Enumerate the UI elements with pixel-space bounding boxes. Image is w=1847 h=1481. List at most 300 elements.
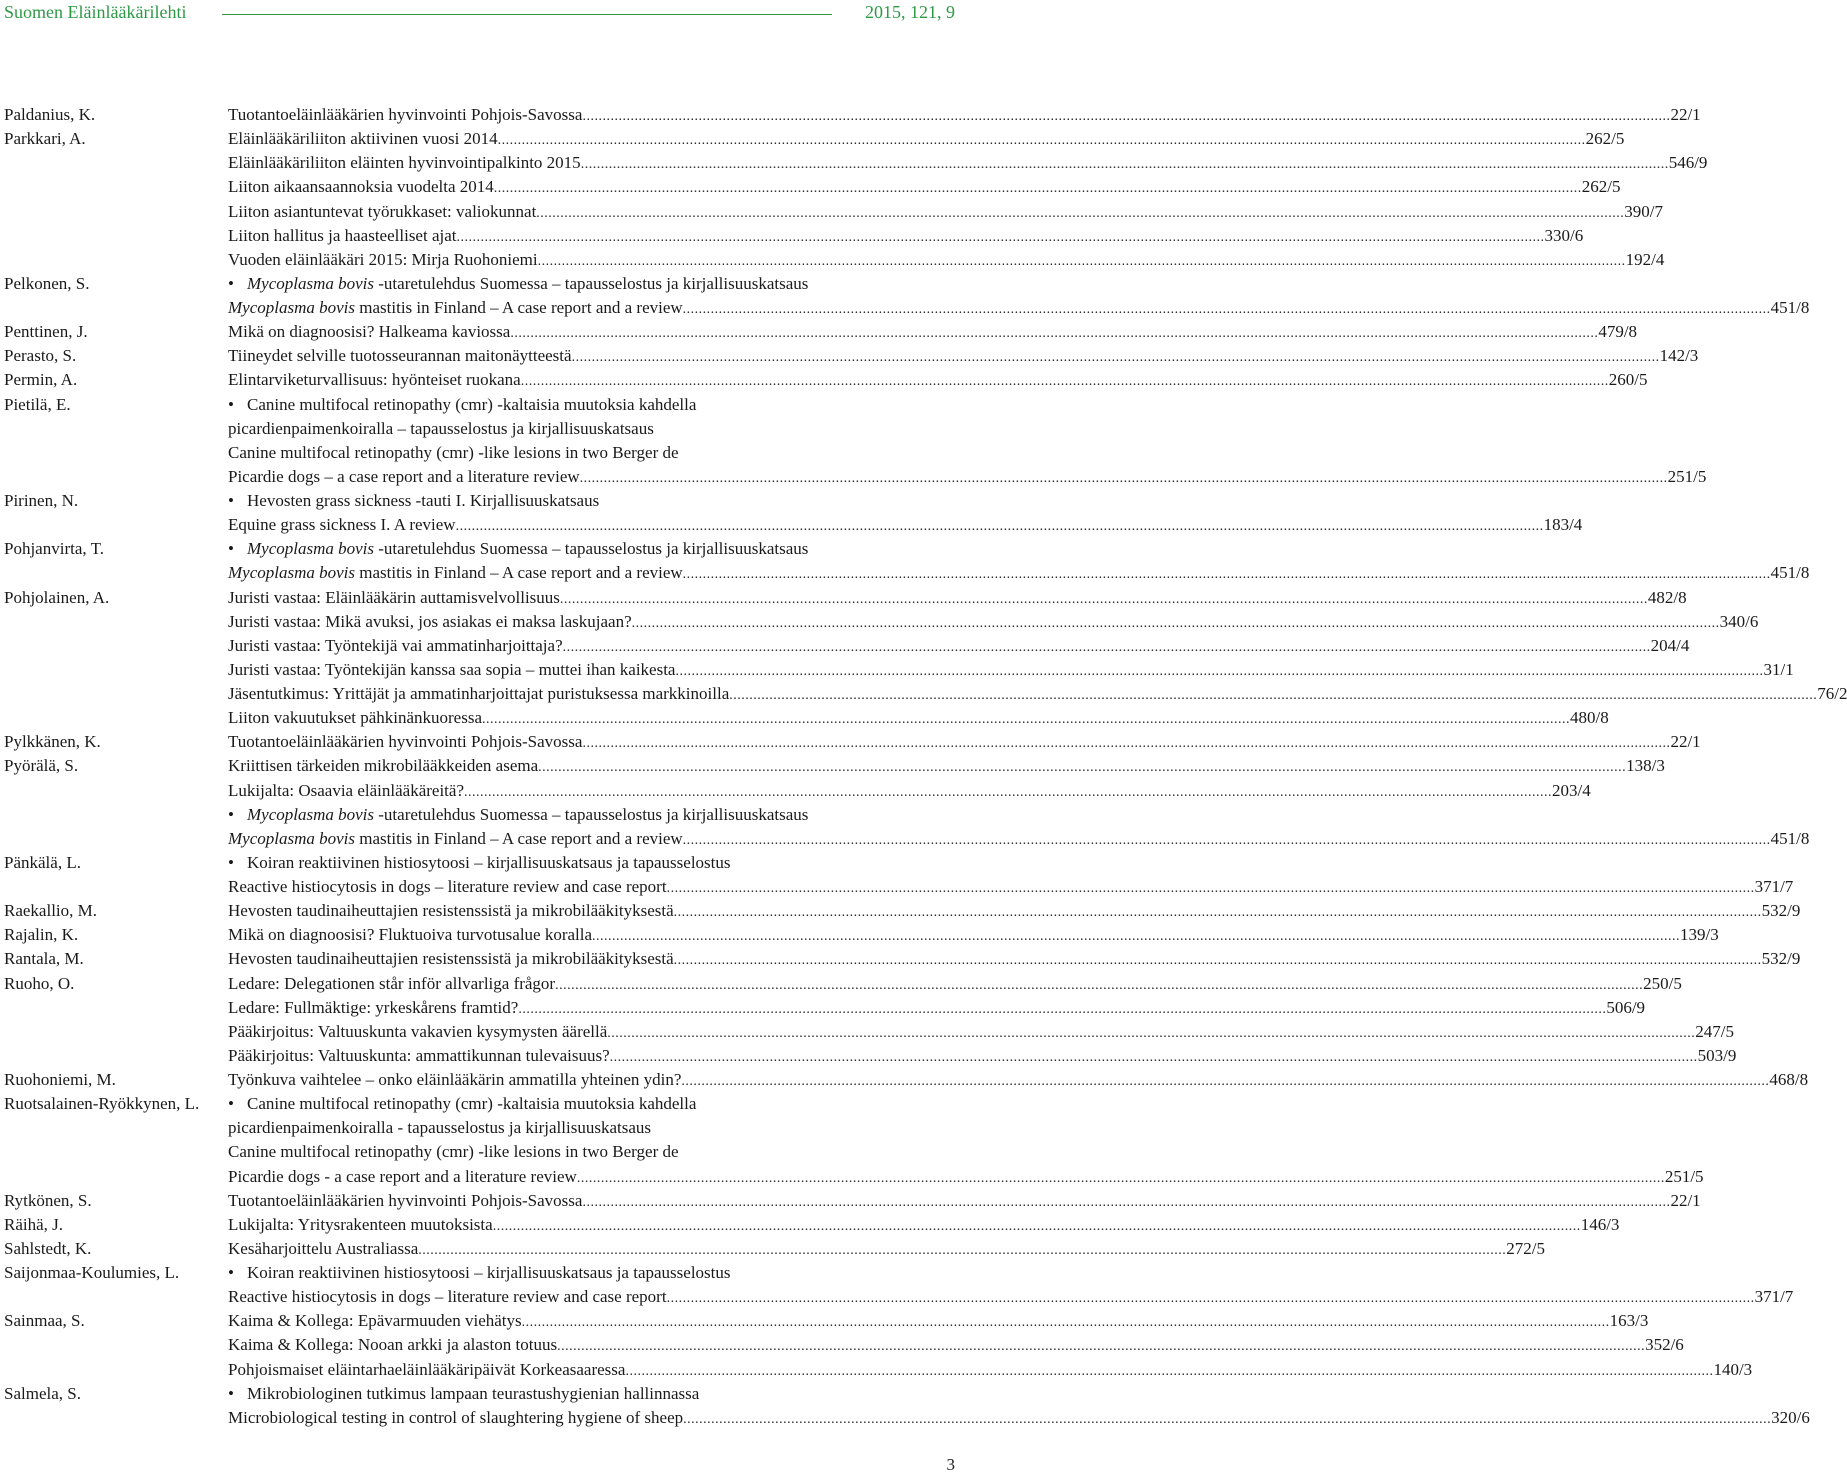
index-row — [0, 368, 1648, 392]
article-entry — [228, 272, 955, 296]
article-title-text: Pääkirjoitus: Valtuuskunta: ammattikunnan tulevaisuus? — [228, 1045, 610, 1065]
article-title-text: Hevosten taudinaiheuttajien resistenssistä ja mikrobilääkityksestä — [228, 901, 674, 921]
page-issue-reference: 451/8 — [1770, 563, 1810, 583]
index-row — [0, 441, 960, 465]
article-title-text: -utaretulehdus Suomessa – tapausselostus ja kirjallisuuskatsaus — [374, 539, 809, 559]
article-title-text: picardienpaimenkoiralla – tapausselostus ja kirjallisuuskatsaus — [228, 418, 654, 438]
index-row — [0, 610, 1759, 634]
index-row — [0, 1382, 960, 1406]
article-entry — [228, 803, 955, 827]
article-title — [228, 1044, 610, 1068]
article-entry — [228, 1140, 955, 1164]
index-row — [0, 1406, 1810, 1430]
page-issue-reference: 371/7 — [1754, 877, 1794, 896]
page-issue-reference: 163/3 — [1609, 1311, 1649, 1331]
author-name: Pyörälä, S. — [4, 756, 79, 776]
index-row — [0, 947, 1801, 971]
page-issue-reference: 371/7 — [1754, 1287, 1794, 1307]
page-issue-reference: 262/5 — [1585, 129, 1625, 149]
article-title-text: Reactive histiocytosis in dogs – literature review and case report — [228, 1287, 667, 1307]
dot-leader — [683, 1408, 1771, 1432]
article-title-text: Tiineydet selville tuotosseurannan maitonäytteestä — [228, 346, 572, 366]
page-issue-reference: 139/3 — [1680, 925, 1719, 945]
article-title-text: -utaretulehdus Suomessa – tapausselostus ja kirjallisuuskatsaus — [374, 273, 809, 293]
article-title-text: Ledare: Delegationen står inför allvarliga frågor — [228, 973, 556, 993]
article-title-text: Tuotantoeläinlääkärien hyvinvointi Pohjois-Savossa — [228, 105, 583, 124]
article-title-text: mastitis in Finland – A case report and a review — [355, 298, 683, 317]
article-entry — [228, 779, 1591, 805]
article-title-text: Kaima & Kollega: Nooan arkki ja alaston totuus — [228, 1335, 558, 1355]
article-entry — [228, 561, 1810, 587]
species-name: Mycoplasma bovis — [247, 273, 375, 293]
article-title-text: Hevosten taudinaiheuttajien resistenssistä ja mikrobilääkityksestä — [228, 949, 674, 969]
article-title-text: Liiton asiantuntevat työrukkaset: valiokunnat — [228, 201, 537, 221]
article-title — [228, 248, 538, 272]
index-row — [0, 393, 960, 417]
page-issue-reference: 546/9 — [1668, 153, 1708, 173]
author-name: Ruoho, O. — [4, 973, 75, 993]
page-issue-reference: 250/5 — [1643, 973, 1682, 993]
article-title — [228, 875, 667, 899]
bullet-icon: • — [228, 1263, 234, 1282]
index-row — [0, 296, 1810, 320]
author-name: Pohjolainen, A. — [4, 587, 110, 607]
index-row — [0, 827, 1810, 851]
bullet-icon: • — [228, 1094, 234, 1114]
article-title — [228, 1406, 683, 1430]
index-row — [0, 1213, 1620, 1237]
index-row — [0, 248, 1665, 272]
dot-leader — [674, 949, 1762, 973]
article-entry — [228, 658, 1794, 684]
article-title — [228, 1165, 577, 1189]
page-issue-reference: 22/1 — [1670, 732, 1701, 752]
article-title — [228, 127, 498, 151]
index-row — [0, 1333, 1684, 1357]
dot-leader — [582, 105, 1670, 129]
species-name: Mycoplasma bovis — [247, 539, 375, 559]
article-entry — [228, 175, 1621, 201]
article-title — [228, 851, 731, 875]
article-title-text: Mikä on diagnoosisi? Fluktuoiva turvotusalue koralla — [228, 925, 593, 945]
article-title-text: Liiton vakuutukset pähkinänkuoressa — [228, 708, 483, 728]
article-entry — [228, 1044, 1737, 1070]
page-issue-reference: 146/3 — [1580, 1214, 1620, 1234]
article-title — [228, 1068, 681, 1092]
article-title-text: Koiran reaktiivinen histiosytoosi – kirjallisuuskatsaus ja tapausselostus — [247, 1263, 731, 1282]
article-title-text: Jäsentutkimus: Yrittäjät ja ammatinharjoittajat puristuksessa markkinoilla — [228, 684, 730, 703]
page-issue-reference: 506/9 — [1606, 997, 1646, 1017]
page-issue-reference: 31/1 — [1763, 659, 1794, 679]
bullet-icon: • — [228, 804, 234, 824]
index-row — [0, 1165, 1704, 1189]
article-title-text: Vuoden eläinlääkäri 2015: Mirja Ruohoniemi — [228, 249, 538, 269]
page-number: 3 — [946, 1455, 955, 1474]
index-row — [0, 1092, 960, 1116]
article-title-text: Equine grass sickness I. A review — [228, 515, 456, 535]
author-name: Räihä, J. — [4, 1214, 64, 1234]
species-name: Mycoplasma bovis — [228, 828, 356, 848]
article-title — [228, 586, 560, 610]
article-entry — [228, 465, 1707, 491]
article-title-text: Canine multifocal retinopathy (cmr) -like lesions in two Berger de — [228, 442, 679, 462]
article-title — [228, 1189, 582, 1213]
article-entry — [228, 1092, 955, 1116]
index-row — [0, 1189, 1701, 1213]
page-issue-reference: 251/5 — [1664, 1166, 1704, 1186]
bullet-icon: • — [228, 852, 234, 872]
article-title-text: Eläinlääkäriliiton eläinten hyvinvointipalkinto 2015 — [228, 153, 581, 173]
dot-leader — [683, 829, 1771, 853]
dot-leader — [482, 708, 1570, 732]
article-title-text: Elintarviketurvallisuus: hyönteiset ruokana — [228, 370, 521, 390]
author-name: Pänkälä, L. — [4, 852, 81, 872]
page-issue-reference: 203/4 — [1551, 780, 1591, 800]
page-issue-reference: 482/8 — [1647, 587, 1687, 607]
author-name: Salmela, S. — [4, 1383, 81, 1403]
article-entry — [228, 827, 1810, 853]
page-issue-reference: 352/6 — [1645, 1335, 1684, 1355]
author-name: Permin, A. — [4, 370, 78, 390]
journal-title: Suomen Eläinlääkärilehti — [4, 2, 187, 22]
page-issue-reference: 451/8 — [1770, 298, 1810, 317]
article-title — [228, 706, 482, 730]
article-title-text: Kriittisen tärkeiden mikrobilääkkeiden asema — [228, 756, 539, 776]
article-entry — [228, 996, 1646, 1022]
article-entry — [228, 296, 1810, 322]
author-name: Perasto, S. — [4, 346, 77, 366]
article-title — [228, 1285, 667, 1309]
page-issue-reference: 330/6 — [1544, 225, 1584, 245]
article-title-text: Mikrobiologinen tutkimus lampaan teurastushygienian hallinnassa — [247, 1383, 700, 1403]
article-title — [228, 658, 675, 682]
page-issue-reference: 183/4 — [1543, 515, 1583, 535]
bullet-icon: • — [228, 394, 234, 414]
dot-leader — [521, 370, 1609, 394]
index-row — [0, 875, 1794, 899]
page-issue-reference: 468/8 — [1769, 1070, 1809, 1089]
author-name: Pylkkänen, K. — [4, 732, 101, 752]
page-issue-reference: 532/9 — [1761, 949, 1801, 969]
page-issue-reference: 192/4 — [1625, 249, 1665, 269]
article-entry — [228, 513, 1583, 539]
page-issue-reference: 251/5 — [1667, 466, 1707, 486]
index-row — [0, 706, 1609, 730]
page-issue-reference: 532/9 — [1761, 901, 1801, 921]
dot-leader — [456, 515, 1544, 539]
index-row — [0, 344, 1699, 368]
index-row — [0, 1285, 1794, 1309]
article-title-text: Mikä on diagnoosisi? Halkeama kaviossa — [228, 322, 511, 342]
page-issue-reference: 262/5 — [1581, 177, 1621, 197]
article-title — [228, 441, 679, 465]
article-entry — [228, 1165, 1704, 1191]
author-name: Pirinen, N. — [4, 491, 79, 510]
article-title — [228, 947, 674, 971]
author-name: Rytkönen, S. — [4, 1190, 92, 1210]
bullet-icon: • — [228, 491, 234, 510]
article-title-text: Juristi vastaa: Työntekijä vai ammatinharjoittaja? — [228, 635, 563, 655]
article-entry — [228, 899, 1801, 925]
index-row — [0, 103, 1701, 127]
article-entry — [228, 1382, 955, 1406]
bullet-icon: • — [228, 1383, 234, 1403]
dot-leader — [577, 1167, 1665, 1191]
species-name: Mycoplasma bovis — [247, 804, 375, 824]
article-title — [228, 754, 538, 778]
article-title-text: Pohjoismaiset eläintarhaeläinlääkäripäivät Korkeasaaressa — [228, 1359, 626, 1379]
article-title — [228, 344, 572, 368]
article-title — [228, 923, 592, 947]
page-issue-reference: 390/7 — [1624, 201, 1664, 221]
article-title-text: Canine multifocal retinopathy (cmr) -like lesions in two Berger de — [228, 1142, 679, 1162]
article-entry — [228, 368, 1648, 394]
index-row — [0, 272, 960, 296]
author-name: Pohjanvirta, T. — [4, 539, 104, 559]
page-issue-reference: 247/5 — [1695, 1021, 1735, 1041]
article-title-text: Tuotantoeläinlääkärien hyvinvointi Pohjois-Savossa — [228, 732, 583, 752]
article-title-text: Liiton aikaansaannoksia vuodelta 2014 — [228, 177, 494, 197]
dot-leader — [560, 588, 1648, 612]
article-title — [228, 1020, 607, 1044]
article-title — [228, 899, 674, 923]
index-row — [0, 682, 1847, 706]
article-title-text: -utaretulehdus Suomessa – tapausselostus ja kirjallisuuskatsaus — [374, 804, 809, 824]
article-entry — [228, 1189, 1701, 1215]
article-title-text: Juristi vastaa: Eläinlääkärin auttamisvelvollisuus — [228, 587, 560, 607]
index-row — [0, 1309, 1649, 1333]
author-name: Saijonmaa-Koulumies, L. — [4, 1263, 180, 1282]
index-row — [0, 1358, 1753, 1382]
article-title-text: Kaima & Kollega: Epävarmuuden viehätys — [228, 1311, 522, 1331]
article-entry — [228, 393, 955, 417]
article-entry — [228, 682, 1847, 708]
dot-leader — [667, 877, 1755, 901]
article-title-text: Canine multifocal retinopathy (cmr) -kaltaisia muutoksia kahdella — [247, 394, 697, 414]
article-title — [228, 827, 683, 851]
dot-leader — [418, 1239, 1506, 1263]
dot-leader — [518, 998, 1606, 1022]
article-title-text: Liiton hallitus ja haasteelliset ajat — [228, 225, 457, 245]
article-title — [228, 730, 582, 754]
author-name: Pietilä, E. — [4, 394, 71, 414]
index-row — [0, 754, 1665, 778]
dot-leader — [667, 1287, 1755, 1311]
article-title-text: Eläinlääkäriliiton aktiivinen vuosi 2014 — [228, 129, 498, 149]
article-title — [228, 368, 521, 392]
article-entry — [228, 1068, 1809, 1094]
author-name: Pelkonen, S. — [4, 273, 90, 293]
article-entry — [228, 947, 1801, 973]
page-issue-reference: 340/6 — [1719, 611, 1759, 631]
article-entry — [228, 1237, 1545, 1263]
index-row — [0, 127, 1625, 151]
dot-leader — [563, 636, 1651, 660]
article-title — [228, 393, 696, 417]
author-index-list — [0, 103, 1847, 1430]
author-name: Rantala, M. — [4, 949, 84, 969]
dot-leader — [632, 612, 1720, 636]
page-issue-reference: 142/3 — [1659, 346, 1699, 366]
dot-leader — [538, 756, 1626, 780]
dot-leader — [494, 177, 1582, 201]
article-title-text: Canine multifocal retinopathy (cmr) -kaltaisia muutoksia kahdella — [247, 1094, 697, 1114]
index-row — [0, 224, 1584, 248]
index-row — [0, 996, 1646, 1020]
index-row — [0, 851, 960, 875]
dot-leader — [572, 346, 1660, 370]
article-entry — [228, 875, 1794, 901]
dot-leader — [683, 298, 1771, 322]
dot-leader — [675, 660, 1763, 684]
article-title-text: Pääkirjoitus: Valtuuskunta vakavien kysymysten äärellä — [228, 1021, 608, 1041]
dot-leader — [493, 1215, 1581, 1239]
article-title-text: Ledare: Fullmäktige: yrkeskårens framtid? — [228, 997, 519, 1017]
article-title-text: Koiran reaktiivinen histiosytoosi – kirjallisuuskatsaus ja tapausselostus — [247, 852, 731, 872]
article-entry — [228, 1333, 1684, 1359]
author-name: Penttinen, J. — [4, 322, 88, 342]
article-title-text: Työnkuva vaihtelee – onko eläinlääkärin ammatilla yhteinen ydin? — [228, 1070, 682, 1089]
page-issue-reference: 320/6 — [1771, 1407, 1810, 1427]
article-entry — [228, 320, 1638, 346]
article-entry — [228, 1213, 1620, 1239]
page-issue-reference: 22/1 — [1670, 105, 1701, 124]
article-title — [228, 513, 456, 537]
article-title — [228, 610, 632, 634]
page-issue-reference: 76/2 — [1817, 684, 1847, 703]
dot-leader — [581, 153, 1669, 177]
article-title-text: Kesäharjoittelu Australiassa — [228, 1238, 419, 1258]
article-entry — [228, 1309, 1649, 1335]
article-entry — [228, 489, 955, 513]
article-entry — [228, 586, 1687, 612]
index-row — [0, 1116, 960, 1140]
index-row — [0, 634, 1690, 658]
index-row — [0, 1020, 1735, 1044]
article-title — [228, 320, 510, 344]
article-title-text: mastitis in Finland – A case report and a review — [355, 828, 683, 848]
article-title — [228, 779, 464, 803]
article-entry — [228, 972, 1682, 998]
header-rule — [222, 14, 832, 15]
author-name: Sainmaa, S. — [4, 1311, 85, 1331]
page-issue-reference: 260/5 — [1608, 370, 1648, 390]
article-title-text: Microbiological testing in control of slaughtering hygiene of sheep — [228, 1407, 684, 1427]
article-title — [228, 1116, 651, 1140]
article-title — [228, 489, 599, 513]
dot-leader — [538, 250, 1626, 274]
index-row — [0, 1044, 1737, 1068]
article-title — [228, 996, 518, 1020]
article-entry — [228, 441, 955, 465]
article-entry — [228, 851, 955, 875]
article-title-text: mastitis in Finland – A case report and a review — [355, 563, 683, 583]
page-issue-reference: 272/5 — [1506, 1238, 1545, 1258]
article-title-text: Lukijalta: Osaavia eläinlääkäreitä? — [228, 780, 464, 800]
article-title — [228, 417, 654, 441]
article-title — [228, 1382, 699, 1406]
dot-leader — [555, 974, 1643, 998]
article-title — [228, 103, 582, 127]
index-row — [0, 1237, 1545, 1261]
article-title — [228, 1092, 696, 1116]
dot-leader — [607, 1022, 1695, 1046]
page-issue-reference: 140/3 — [1713, 1359, 1753, 1379]
article-entry — [228, 417, 955, 441]
article-title — [228, 1213, 493, 1237]
page-issue-reference: 22/1 — [1670, 1190, 1701, 1210]
article-entry — [228, 127, 1625, 153]
index-row — [0, 151, 1708, 175]
article-entry — [228, 1116, 955, 1140]
index-row — [0, 658, 1794, 682]
dot-leader — [625, 1360, 1713, 1384]
article-title — [228, 1333, 557, 1357]
index-row — [0, 899, 1801, 923]
article-entry — [228, 1285, 1794, 1311]
article-title — [228, 1309, 522, 1333]
index-row — [0, 537, 960, 561]
index-row — [0, 923, 1719, 947]
article-title — [228, 682, 729, 706]
article-entry — [228, 610, 1759, 636]
article-title — [228, 1261, 731, 1285]
article-title — [228, 1140, 679, 1164]
article-entry — [228, 1406, 1810, 1432]
author-name: Sahlstedt, K. — [4, 1238, 92, 1258]
dot-leader — [681, 1070, 1769, 1094]
article-title — [228, 175, 494, 199]
index-row — [0, 175, 1621, 199]
species-name: Mycoplasma bovis — [228, 298, 356, 317]
article-title-text: Tuotantoeläinlääkärien hyvinvointi Pohjois-Savossa — [228, 1190, 583, 1210]
dot-leader — [457, 226, 1545, 250]
index-row — [0, 513, 1583, 537]
dot-leader — [522, 1311, 1610, 1335]
article-title-text: Hevosten grass sickness -tauti I. Kirjallisuuskatsaus — [247, 491, 600, 510]
article-title-text: Picardie dogs - a case report and a literature review — [228, 1166, 577, 1186]
article-title — [228, 272, 808, 296]
index-row — [0, 586, 1687, 610]
dot-leader — [464, 781, 1552, 805]
page-issue-reference: 480/8 — [1570, 708, 1609, 728]
article-title — [228, 465, 580, 489]
dot-leader — [674, 901, 1762, 925]
author-name: Ruotsalainen-Ryökkynen, L. — [4, 1094, 200, 1114]
page-header — [0, 0, 960, 30]
article-entry — [228, 224, 1584, 250]
index-row — [0, 730, 1701, 754]
article-entry — [228, 344, 1699, 370]
author-name: Parkkari, A. — [4, 129, 86, 149]
issue-reference: 2015, 121, 9 — [865, 2, 955, 22]
article-entry — [228, 200, 1664, 226]
dot-leader — [510, 322, 1598, 346]
index-row — [0, 972, 1682, 996]
bullet-icon: • — [228, 539, 234, 559]
dot-leader — [582, 1191, 1670, 1215]
article-title-text: Picardie dogs – a case report and a literature review — [228, 466, 580, 486]
author-name: Ruohoniemi, M. — [4, 1070, 116, 1089]
index-row — [0, 561, 1810, 585]
article-entry — [228, 1261, 955, 1285]
article-title — [228, 224, 457, 248]
dot-leader — [580, 467, 1668, 491]
article-entry — [228, 103, 1701, 129]
index-row — [0, 1261, 960, 1285]
dot-leader — [582, 732, 1670, 756]
dot-leader — [498, 129, 1586, 153]
